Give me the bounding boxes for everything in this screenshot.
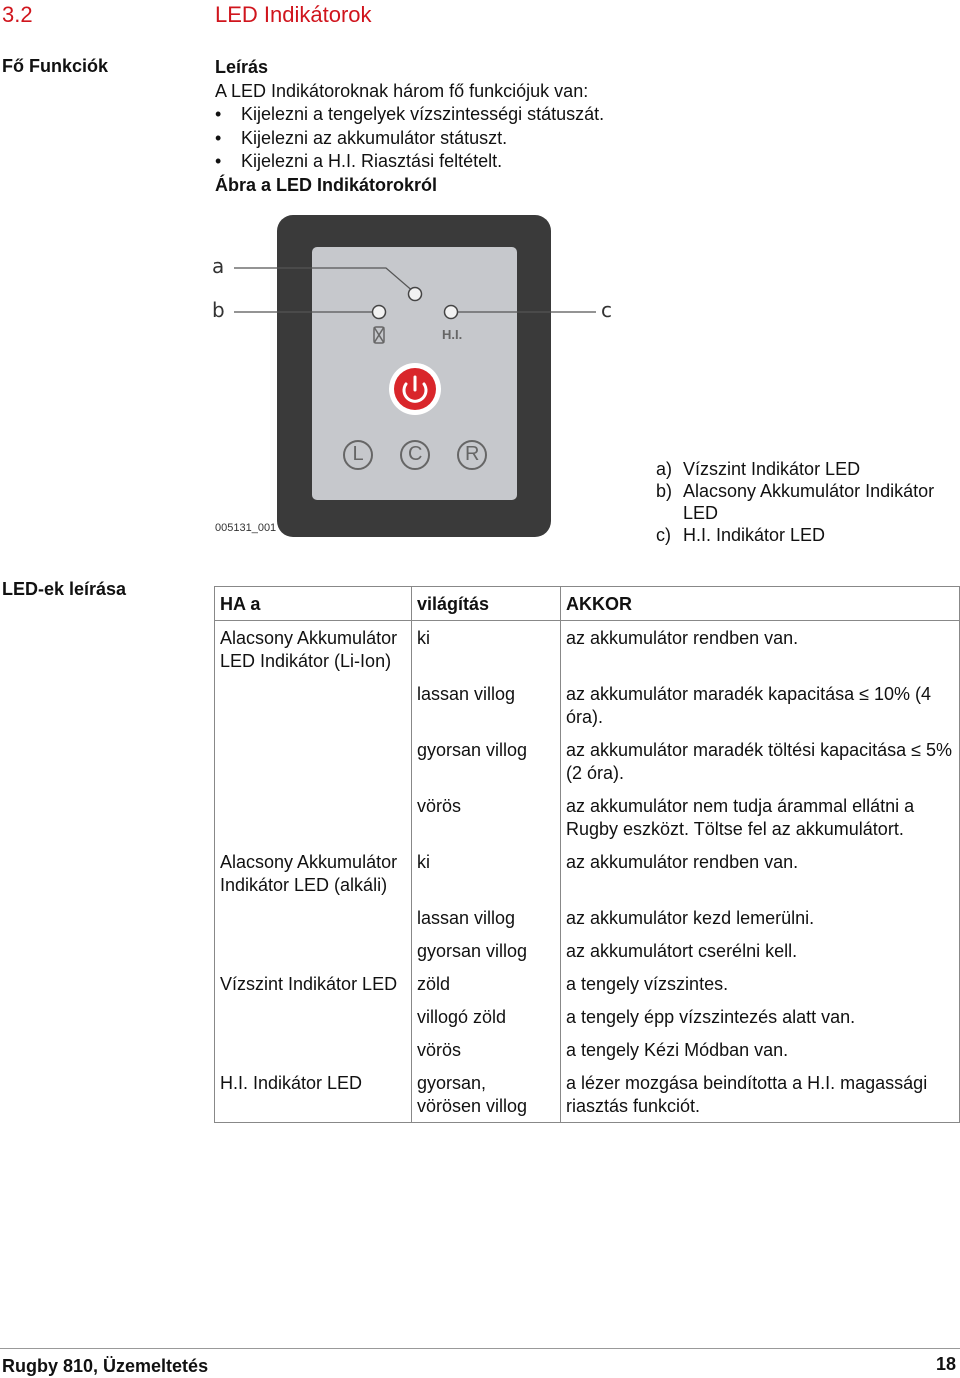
hi-label: H.I. [442, 327, 463, 342]
description-intro: A LED Indikátoroknak három fő funkciójuk van: [215, 80, 589, 101]
footer-divider [0, 1348, 960, 1349]
legend-item: c) H.I. Indikátor LED [656, 525, 826, 545]
legend-item: b) Alacsony Akkumulátor Indikátor LED [656, 481, 935, 523]
description-heading: Leírás [215, 57, 269, 77]
side-label-led-desc: LED-ek leírása [2, 579, 127, 599]
bullet-item: • Kijelezni a H.I. Riasztási feltételt. [215, 151, 503, 171]
table-row: vörös a tengely Kézi Módban van. [215, 1033, 960, 1066]
figure-letter-c: c [601, 298, 612, 322]
figure-legend [656, 458, 956, 546]
table-row: Alacsony Akkumulátor LED Indikátor (Li-Ion) ki az akkumulátor rendben van. [215, 621, 960, 678]
bullet-item: • Kijelezni a tengelyek vízszintességi státuszát. [215, 104, 605, 124]
header-cell: világítás [412, 587, 561, 621]
table-row: lassan villog az akkumulátor kezd lemerülni. [215, 901, 960, 934]
legend-item: a) Vízszint Indikátor LED [656, 459, 861, 479]
section-title: LED Indikátorok [215, 2, 372, 27]
section-number: 3.2 [2, 2, 33, 27]
table-row: Vízszint Indikátor LED zöld a tengely vízszintes. [215, 967, 960, 1000]
table-row: vörös az akkumulátor nem tudja árammal ellátni a Rugby eszközt. Töltse fel az akkumulátort. [215, 789, 960, 845]
page-number: 18 [935, 1354, 956, 1374]
c-button-label: C [408, 443, 423, 465]
r-button-label: R [465, 443, 480, 465]
battery-symbol-icon [374, 327, 384, 343]
l-button-label: L [352, 443, 364, 465]
hi-led-icon [445, 306, 458, 319]
battery-led-icon [373, 306, 386, 319]
figure-letter-a: a [212, 254, 225, 278]
leader-line-a [234, 268, 415, 293]
header-cell: HA a [215, 587, 412, 621]
level-led-icon [409, 288, 422, 301]
footer-title: Rugby 810, Üzemeltetés [2, 1356, 209, 1376]
table-row: Alacsony Akkumulátor Indikátor LED (alkáli) ki az akkumulátor rendben van. [215, 845, 960, 901]
led-description-table [214, 586, 960, 1123]
figure-caption: Ábra a LED Indikátorokról [215, 174, 438, 195]
header-cell: AKKOR [561, 587, 960, 621]
table-row: lassan villog az akkumulátor maradék kapacitása ≤ 10% (4 óra). [215, 677, 960, 733]
figure-letter-b: b [212, 298, 225, 322]
bullet-item: • Kijelezni az akkumulátor státuszt. [215, 127, 508, 148]
table-row: villogó zöld a tengely épp vízszintezés alatt van. [215, 1000, 960, 1033]
side-label-main-functions: Fő Funkciók [2, 56, 109, 76]
table-row: gyorsan villog az akkumulátor maradék töltési kapacitása ≤ 5% (2 óra). [215, 733, 960, 789]
table-header-row [215, 587, 960, 621]
table-row: gyorsan villog az akkumulátort cserélni kell. [215, 934, 960, 967]
table-row: H.I. Indikátor LED gyorsan, vörösen villog a lézer mozgása beindította a H.I. magassági riasztás funkciót. [215, 1066, 960, 1123]
figure-code: 005131_001 [215, 522, 277, 534]
